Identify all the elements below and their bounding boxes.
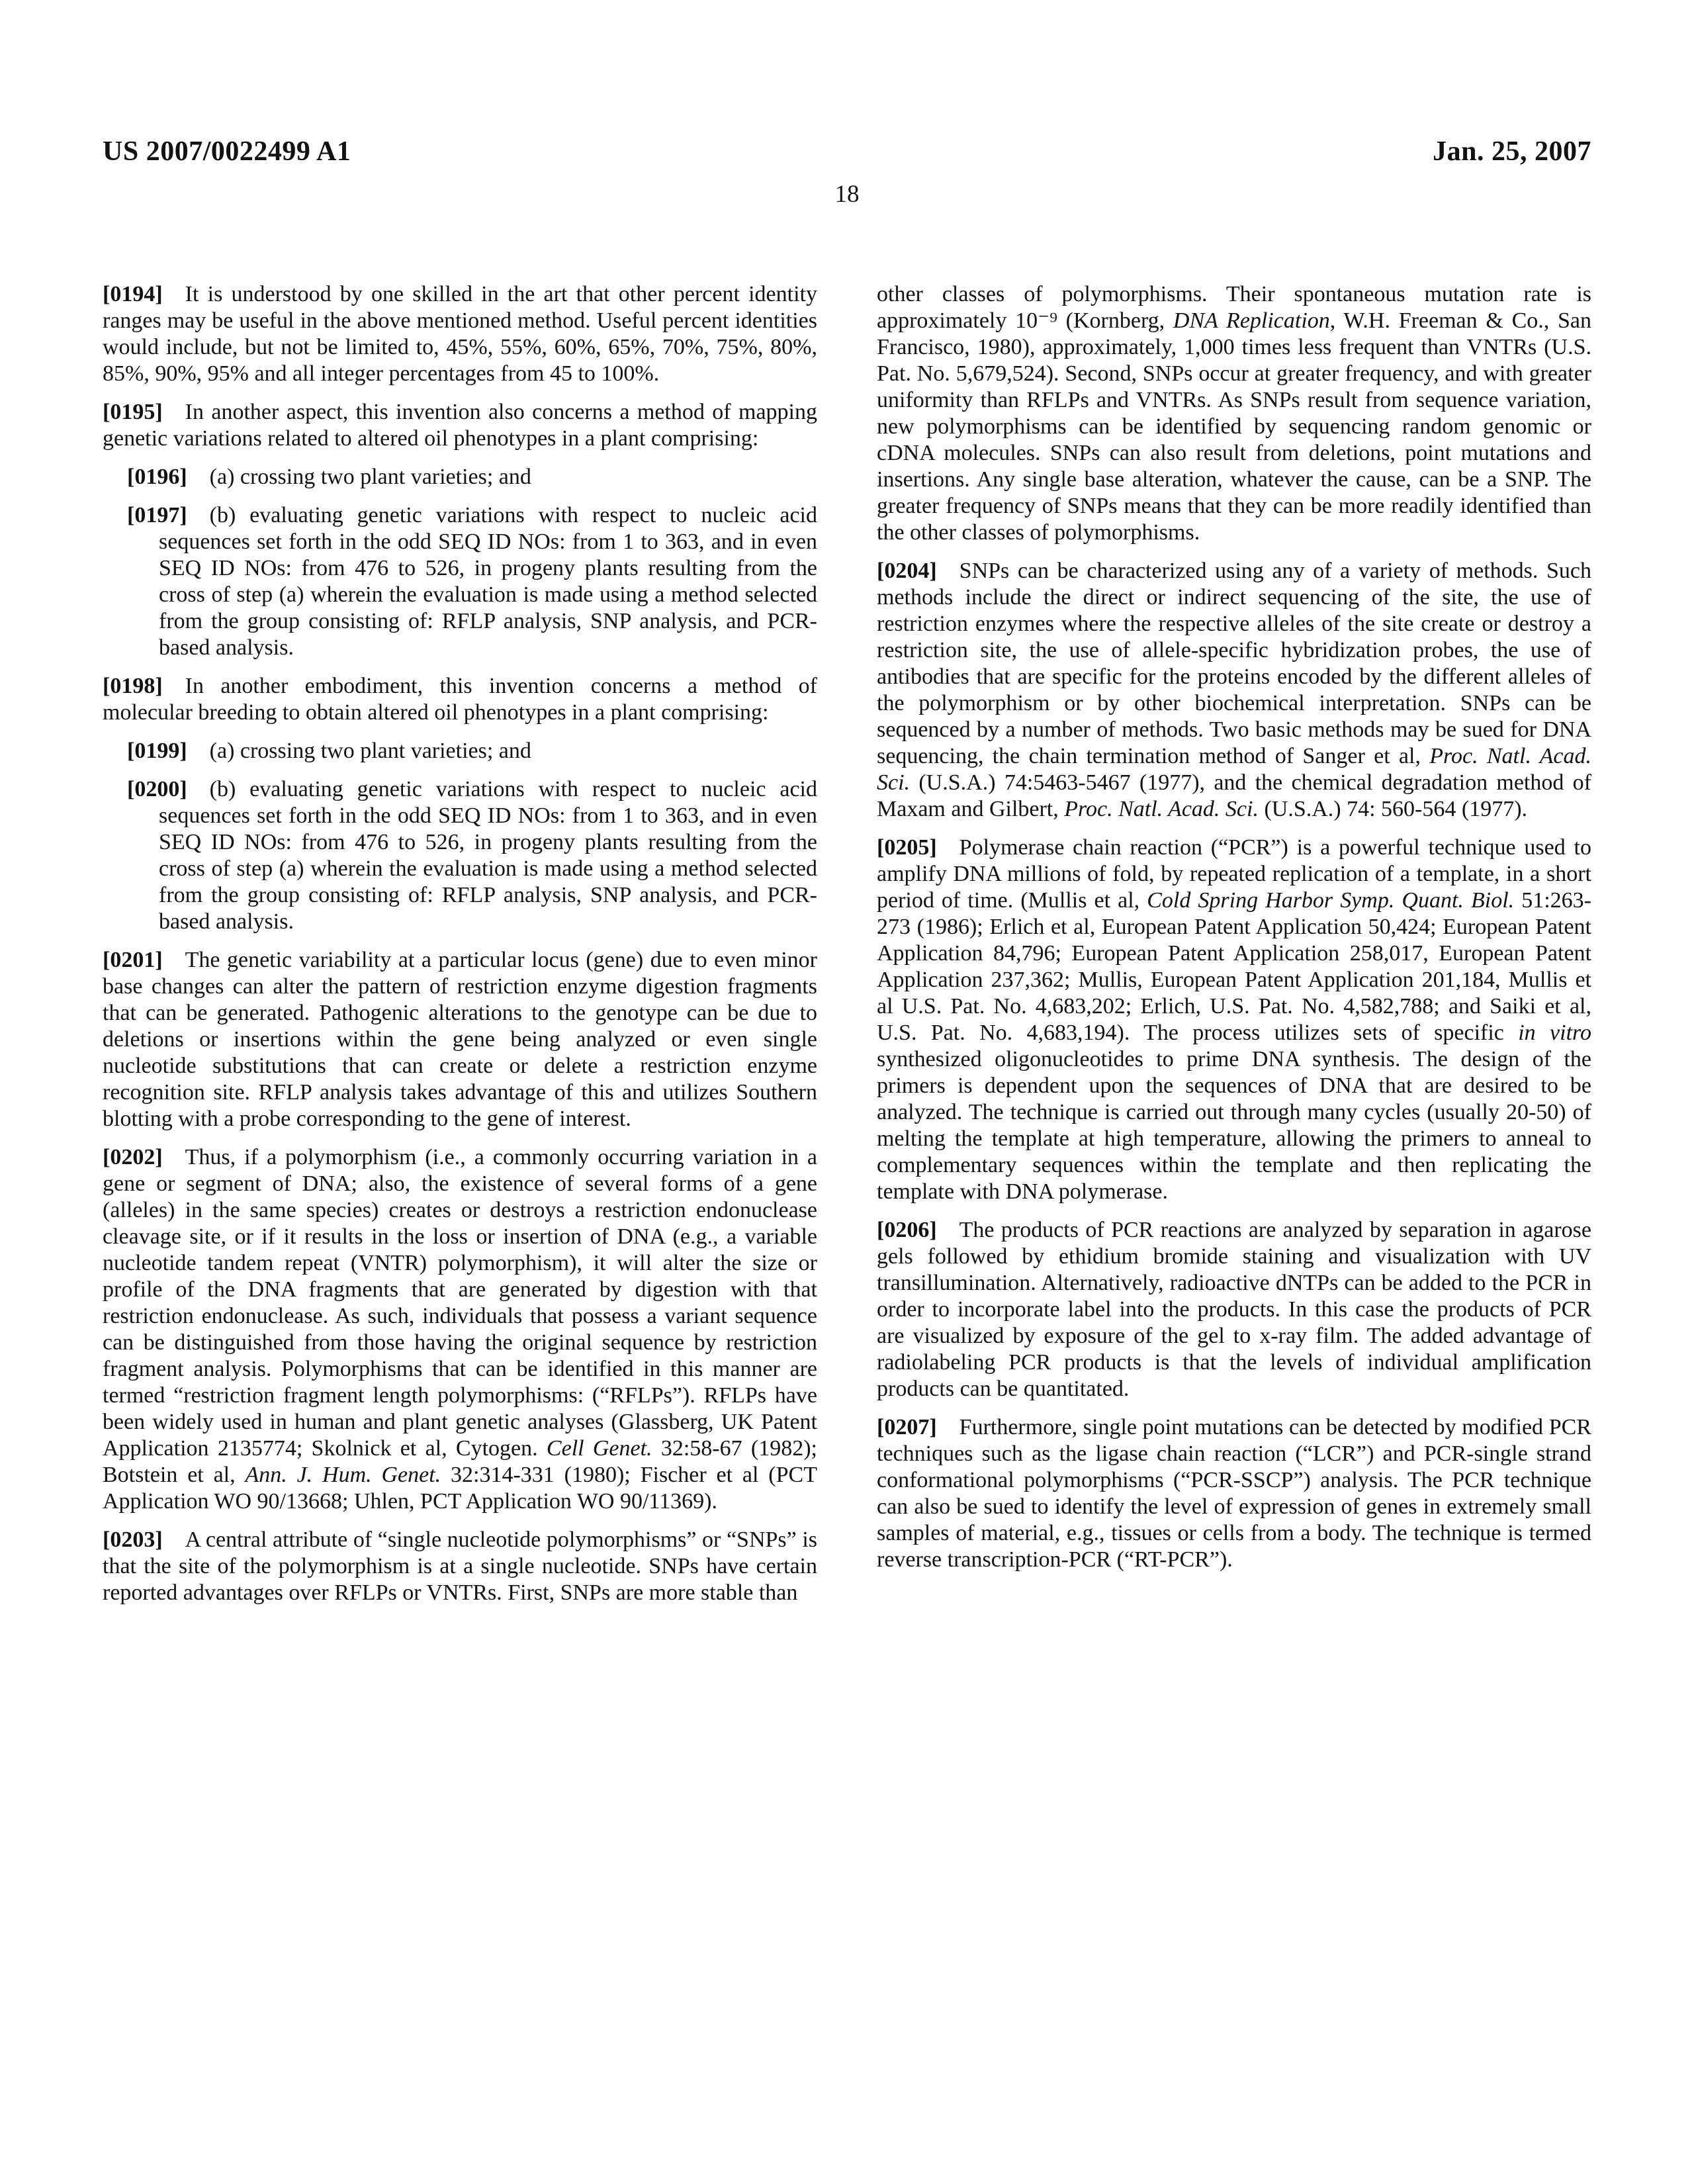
paragraph-text: Thus, if a polymorphism (i.e., a commonly occurring variation in a gene or segment of DNA; also, the existence of several forms of a gene (alleles) in the same species) creates or destroys a restriction endonuclease cleavage site, or if it results in the loss or insertion of DNA (e.g., a variable nucleotide tandem repeat (VNTR) polymorphism), it will alter the size or profile of the DNA fragments that are generated by digestion with that restriction endonuclease. As such, individuals that possess a variant sequence can be distinguished from those having the original sequence by restriction fragment analysis. Polymorphisms that can be identified in this manner are termed “restriction fragment length polymorphisms: (“RFLPs”). RFLPs have been widely used in human and plant genetic analyses (Glassberg, UK Patent Application 2135774; Skolnick et al, Cytogen. [103,1145,817,1461]
paragraph-text: (b) evaluating genetic variations with respect to nucleic acid sequences set forth in the odd SEQ ID NOs: from 1 to 363, and in even SEQ ID NOs: from 476 to 526, in progeny plants resulting from the cross of step (a) wherein the evaluation is made using a method selected from the group consisting of: RFLP analysis, SNP analysis, and PCR-based analysis. [159,503,817,660]
paragraph-0201 [103,947,817,1132]
paragraph-number: [0206] [877,1218,937,1242]
paragraph-number: [0207] [877,1415,937,1439]
column-right [877,281,1591,1606]
paragraph-text: It is understood by one skilled in the art that other percent identity ranges may be useful in the above mentioned method. Useful percent identities would include, but not be limited to, 45%, 55%, 60%, 65%, 70%, 75%, 80%, 85%, 90%, 95% and all integer percentages from 45 to 100%. [103,282,817,386]
paragraph-text: Cold Spring Harbor Symp. Quant. Biol. [1147,888,1515,913]
paragraph-text: 51:263-273 (1986); Erlich et al, European Patent Application 50,424; European Patent Application 84,796; European Patent Application 258,017, European Patent Application 237,362; Mullis, European Patent Application 201,184, Mullis et al U.S. Pat. No. 4,683,202; Erlich, U.S. Pat. No. 4,582,788; and Saiki et al, U.S. Pat. No. 4,683,194). The process utilizes sets of specific [877,888,1591,1045]
paragraph-0203 [103,1527,817,1606]
column-left [103,281,817,1606]
paragraph-text: (a) crossing two plant varieties; and [209,739,531,763]
paragraph-text: Polymerase chain reaction (“PCR”) is a powerful technique used to amplify DNA millions of fold, by repeated replication of a template, in a short period of time. (Mullis et al, [877,835,1591,913]
paragraph-number: [0203] [103,1527,163,1552]
paragraph-0194 [103,281,817,387]
paragraph-number: [0199] [127,739,187,763]
paragraph-0204 [877,558,1591,823]
paragraph-text: Cell Genet. [546,1436,652,1461]
paragraph-number: [0196] [127,465,187,489]
paragraph-text: The products of PCR reactions are analyzed by separation in agarose gels followed by ethidium bromide staining and visualization with UV transillumination. Alternatively, radioactive dNTPs can be added to the PCR in order to incorporate label into the products. In this case the products of PCR are visualized by exposure of the gel to x-ray film. The added advantage of radiolabeling PCR products is that the levels of individual amplification products can be quantitated. [877,1218,1591,1401]
paragraph-text: DNA Replication [1173,308,1330,333]
publication-date: Jan. 25, 2007 [1433,136,1591,167]
page-number: 18 [834,181,860,208]
paragraph-number: [0205] [877,835,937,860]
paragraph-text: Furthermore, single point mutations can be detected by modified PCR techniques such as the ligase chain reaction (“LCR”) and PCR-single strand conformational polymorphisms (“PCR-SSCP”) analysis. The PCR technique can also be sued to identify the level of expression of genes in extremely small samples of material, e.g., tissues or cells from a body. The technique is termed reverse transcription-PCR (“RT-PCR”). [877,1415,1591,1572]
paragraph-number: [0204] [877,559,937,583]
paragraph-0202 [103,1144,817,1515]
paragraph-text: A central attribute of “single nucleotide polymorphisms” or “SNPs” is that the site of the polymorphism is at a single nucleotide. SNPs have certain reported advantages over RFLPs or VNTRs. First, SNPs are more stable than [103,1527,817,1605]
paragraph-0198 [103,673,817,726]
paragraph-text: Proc. Natl. Acad. Sci. [1064,797,1259,821]
paragraph-number: [0202] [103,1145,163,1169]
paragraph-number: [0198] [103,674,163,698]
paragraph-text: other classes of polymorphisms. Their spontaneous mutation rate is approximately 10⁻⁹ (Kornberg, [877,282,1591,333]
paragraph-number: [0194] [103,282,163,306]
paragraph-text: synthesized oligonucleotides to prime DNA synthesis. The design of the primers is dependent upon the sequences of DNA that are desired to be analyzed. The technique is carried out through many cycles (usually 20-50) of melting the template at high temperature, allowing the primers to anneal to complementary sequences within the template and then replicating the template with DNA polymerase. [877,1047,1591,1204]
paragraph-text: (U.S.A.) 74: 560-564 (1977). [1258,797,1528,821]
paragraph-0207 [877,1414,1591,1573]
paragraph-0206 [877,1217,1591,1402]
paragraph-0195 [103,399,817,452]
paragraph-text: 32:58-67 (1982); Botstein et al, [103,1436,818,1487]
paragraph-number: [0200] [127,777,187,801]
paragraph-text: SNPs can be characterized using any of a variety of methods. Such methods include the direct or indirect sequencing of the site, the use of restriction enzymes where the respective alleles of the site create or destroy a restriction site, the use of allele-specific hybridization probes, the use of antibodies that are specific for the proteins encoded by the different alleles of the polymorphism or by other biochemical interpretation. SNPs can be sequenced by a number of methods. Two basic methods may be sued for DNA sequencing, the chain termination method of Sanger et al, [877,559,1591,768]
paragraph-0199 [103,738,817,764]
paragraph-number: [0195] [103,400,163,424]
paragraph-0205 [877,835,1591,1205]
paragraph-text: Proc. Natl. Acad. Sci. [877,744,1591,795]
paragraph-number: [0201] [103,948,163,972]
paragraph-text: 32:314-331 (1980); Fischer et al (PCT Application WO 90/13668; Uhlen, PCT Application WO 90/11369). [103,1463,817,1514]
document-body [103,281,1591,1606]
paragraph-0197 [103,502,817,661]
paragraph-text: , W.H. Freeman & Co., San Francisco, 1980), approximately, 1,000 times less frequent than VNTRs (U.S. Pat. No. 5,679,524). Second, SNPs occur at greater frequency, and with greater uniformity than RFLPs and VNTRs. As SNPs result from sequence variation, new polymorphisms can be identified by sequencing random genomic or cDNA molecules. SNPs can also result from deletions, point mutations and insertions. Any single base alteration, whatever the cause, can be a SNP. The greater frequency of SNPs means that they can be more readily identified than the other classes of polymorphisms. [877,308,1592,545]
paragraph-number: [0197] [127,503,187,527]
paragraph-text: (U.S.A.) 74:5463-5467 (1977), and the chemical degradation method of Maxam and Gilbert, [877,770,1591,821]
paragraph-text: In another aspect, this invention also concerns a method of mapping genetic variations related to altered oil phenotypes in a plant comprising: [103,400,817,451]
publication-number: US 2007/0022499 A1 [103,136,351,167]
paragraph-text: In another embodiment, this invention concerns a method of molecular breeding to obtain altered oil phenotypes in a plant comprising: [103,674,817,725]
page-header [103,136,1591,167]
paragraph-text: The genetic variability at a particular locus (gene) due to even minor base changes can alter the pattern of restriction enzyme digestion fragments that can be generated. Pathogenic alterations to the genotype can be due to deletions or insertions within the gene being analyzed or even single nucleotide substitutions that can create or delete a restriction enzyme recognition site. RFLP analysis takes advantage of this and utilizes Southern blotting with a probe corresponding to the gene of interest. [103,948,817,1131]
paragraph-text: (a) crossing two plant varieties; and [209,465,531,489]
paragraph-text: (b) evaluating genetic variations with respect to nucleic acid sequences set forth in the odd SEQ ID NOs: from 1 to 363, and in even SEQ ID NOs: from 476 to 526, in progeny plants resulting from the cross of step (a) wherein the evaluation is made using a method selected from the group consisting of: RFLP analysis, SNP analysis, and PCR-based analysis. [159,777,817,934]
paragraph-text: Ann. J. Hum. Genet. [245,1463,441,1487]
paragraph-0203-continued [877,281,1591,546]
paragraph-0196 [103,464,817,490]
paragraph-text: in vitro [1518,1021,1591,1045]
paragraph-0200 [103,776,817,935]
